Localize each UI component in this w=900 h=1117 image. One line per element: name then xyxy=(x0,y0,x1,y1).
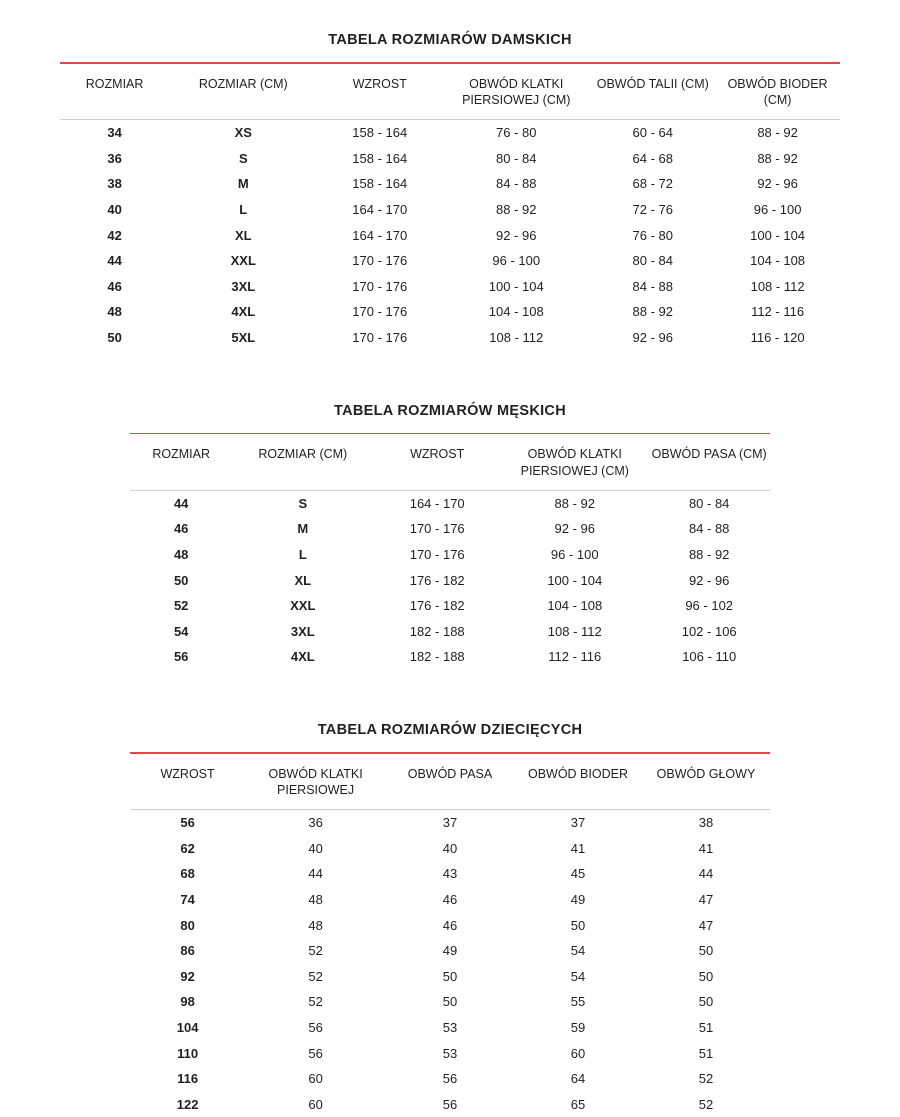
cell-hips: 50 xyxy=(514,913,642,939)
cell-hips: 59 xyxy=(514,1015,642,1041)
cell-height: 116 xyxy=(130,1066,245,1092)
table-row xyxy=(60,197,840,223)
cell-height: 182 - 188 xyxy=(373,644,501,670)
cell-chest: 52 xyxy=(245,964,386,990)
table-row xyxy=(130,542,770,568)
cell-height: 170 - 176 xyxy=(373,516,501,542)
cell-chest: 56 xyxy=(245,1041,386,1067)
cell-height: 170 - 176 xyxy=(373,542,501,568)
cell-size-cm: 5XL xyxy=(169,325,317,351)
cell-chest: 36 xyxy=(245,810,386,836)
cell-chest: 52 xyxy=(245,989,386,1015)
table-row xyxy=(130,913,770,939)
cell-waist: 72 - 76 xyxy=(590,197,715,223)
cell-chest: 100 - 104 xyxy=(501,568,648,594)
cell-hips: 41 xyxy=(514,836,642,862)
cell-waist: 92 - 96 xyxy=(590,325,715,351)
cell-height: 164 - 170 xyxy=(317,223,442,249)
cell-waist: 96 - 102 xyxy=(648,593,770,619)
table-row xyxy=(130,836,770,862)
cell-hips: 60 xyxy=(514,1041,642,1067)
table-row xyxy=(130,810,770,836)
cell-size: 52 xyxy=(130,593,232,619)
cell-hips: 54 xyxy=(514,938,642,964)
women-col-header-height: WZROST xyxy=(317,66,442,120)
cell-chest: 60 xyxy=(245,1066,386,1092)
cell-waist: 76 - 80 xyxy=(590,223,715,249)
cell-height: 158 - 164 xyxy=(317,171,442,197)
cell-waist: 80 - 84 xyxy=(590,248,715,274)
cell-chest: 88 - 92 xyxy=(442,197,590,223)
men-table-header-row xyxy=(130,436,770,490)
table-row xyxy=(130,887,770,913)
table-row xyxy=(60,274,840,300)
table-row xyxy=(130,491,770,517)
cell-hips: 92 - 96 xyxy=(715,171,840,197)
cell-hips: 112 - 116 xyxy=(715,299,840,325)
men-col-header-height: WZROST xyxy=(373,436,501,490)
kids-col-header-chest: OBWÓD KLATKI PIERSIOWEJ xyxy=(245,756,386,810)
table-row xyxy=(130,1066,770,1092)
cell-waist: 43 xyxy=(386,861,514,887)
women-table-header-row xyxy=(60,66,840,120)
cell-size-cm: XXL xyxy=(232,593,373,619)
kids-table-accent-rule xyxy=(130,752,770,754)
cell-hips: 45 xyxy=(514,861,642,887)
men-table-accent-rule xyxy=(130,433,770,435)
kids-size-table-block xyxy=(130,670,770,1117)
table-row xyxy=(130,1015,770,1041)
table-row xyxy=(60,223,840,249)
cell-height: 164 - 170 xyxy=(373,491,501,517)
cell-height: 170 - 176 xyxy=(317,299,442,325)
cell-head: 52 xyxy=(642,1092,770,1117)
women-size-table xyxy=(60,66,840,351)
cell-height: 158 - 164 xyxy=(317,146,442,172)
cell-hips: 88 - 92 xyxy=(715,120,840,146)
cell-height: 170 - 176 xyxy=(317,325,442,351)
cell-height: 68 xyxy=(130,861,245,887)
table-row xyxy=(130,619,770,645)
table-row xyxy=(130,568,770,594)
men-size-table xyxy=(130,436,770,670)
cell-waist: 50 xyxy=(386,964,514,990)
kids-col-header-waist: OBWÓD PASA xyxy=(386,756,514,810)
cell-chest: 92 - 96 xyxy=(501,516,648,542)
cell-size: 48 xyxy=(60,299,169,325)
cell-size-cm: XL xyxy=(232,568,373,594)
cell-chest: 108 - 112 xyxy=(442,325,590,351)
cell-waist: 88 - 92 xyxy=(648,542,770,568)
cell-head: 47 xyxy=(642,913,770,939)
cell-size: 36 xyxy=(60,146,169,172)
cell-height: 92 xyxy=(130,964,245,990)
cell-waist: 56 xyxy=(386,1066,514,1092)
cell-head: 50 xyxy=(642,989,770,1015)
cell-size-cm: XS xyxy=(169,120,317,146)
cell-hips: 55 xyxy=(514,989,642,1015)
men-col-header-size-cm: ROZMIAR (CM) xyxy=(232,436,373,490)
cell-size: 38 xyxy=(60,171,169,197)
cell-hips: 88 - 92 xyxy=(715,146,840,172)
cell-height: 86 xyxy=(130,938,245,964)
table-row xyxy=(130,1092,770,1117)
cell-size: 44 xyxy=(130,491,232,517)
kids-col-header-height: WZROST xyxy=(130,756,245,810)
cell-waist: 106 - 110 xyxy=(648,644,770,670)
cell-size: 40 xyxy=(60,197,169,223)
cell-chest: 108 - 112 xyxy=(501,619,648,645)
cell-chest: 60 xyxy=(245,1092,386,1117)
women-col-header-chest: OBWÓD KLATKI PIERSIOWEJ (CM) xyxy=(442,66,590,120)
cell-size-cm: 3XL xyxy=(169,274,317,300)
cell-head: 38 xyxy=(642,810,770,836)
cell-height: 164 - 170 xyxy=(317,197,442,223)
cell-height: 80 xyxy=(130,913,245,939)
cell-waist: 53 xyxy=(386,1015,514,1041)
women-col-header-size: ROZMIAR xyxy=(60,66,169,120)
cell-head: 41 xyxy=(642,836,770,862)
cell-waist: 46 xyxy=(386,887,514,913)
cell-hips: 116 - 120 xyxy=(715,325,840,351)
cell-hips: 54 xyxy=(514,964,642,990)
table-row xyxy=(130,1041,770,1067)
cell-chest: 88 - 92 xyxy=(501,491,648,517)
cell-chest: 52 xyxy=(245,938,386,964)
cell-height: 104 xyxy=(130,1015,245,1041)
cell-waist: 68 - 72 xyxy=(590,171,715,197)
cell-hips: 64 xyxy=(514,1066,642,1092)
table-row xyxy=(60,325,840,351)
cell-waist: 60 - 64 xyxy=(590,120,715,146)
women-table-body xyxy=(60,120,840,350)
cell-size: 48 xyxy=(130,542,232,568)
kids-col-header-head: OBWÓD GŁOWY xyxy=(642,756,770,810)
cell-hips: 108 - 112 xyxy=(715,274,840,300)
women-col-header-hips: OBWÓD BIODER (CM) xyxy=(715,66,840,120)
cell-waist: 84 - 88 xyxy=(590,274,715,300)
women-col-header-waist: OBWÓD TALII (CM) xyxy=(590,66,715,120)
cell-chest: 104 - 108 xyxy=(442,299,590,325)
cell-height: 62 xyxy=(130,836,245,862)
cell-chest: 84 - 88 xyxy=(442,171,590,197)
cell-size: 56 xyxy=(130,644,232,670)
men-size-table-block xyxy=(130,351,770,670)
cell-head: 44 xyxy=(642,861,770,887)
women-table-title: TABELA ROZMIARÓW DAMSKICH xyxy=(60,32,840,48)
cell-height: 182 - 188 xyxy=(373,619,501,645)
cell-size-cm: S xyxy=(169,146,317,172)
cell-waist: 53 xyxy=(386,1041,514,1067)
men-table-body xyxy=(130,491,770,670)
table-row xyxy=(60,120,840,146)
cell-head: 50 xyxy=(642,964,770,990)
cell-chest: 44 xyxy=(245,861,386,887)
cell-waist: 102 - 106 xyxy=(648,619,770,645)
cell-waist: 64 - 68 xyxy=(590,146,715,172)
cell-size-cm: XXL xyxy=(169,248,317,274)
cell-size: 50 xyxy=(130,568,232,594)
cell-hips: 49 xyxy=(514,887,642,913)
cell-size: 42 xyxy=(60,223,169,249)
cell-height: 176 - 182 xyxy=(373,568,501,594)
men-col-header-chest: OBWÓD KLATKI PIERSIOWEJ (CM) xyxy=(501,436,648,490)
cell-size-cm: XL xyxy=(169,223,317,249)
cell-hips: 65 xyxy=(514,1092,642,1117)
men-col-header-size: ROZMIAR xyxy=(130,436,232,490)
cell-size: 34 xyxy=(60,120,169,146)
cell-hips: 96 - 100 xyxy=(715,197,840,223)
cell-size-cm: M xyxy=(169,171,317,197)
cell-size-cm: 3XL xyxy=(232,619,373,645)
cell-waist: 50 xyxy=(386,989,514,1015)
men-col-header-waist: OBWÓD PASA (CM) xyxy=(648,436,770,490)
cell-size-cm: S xyxy=(232,491,373,517)
cell-size: 50 xyxy=(60,325,169,351)
cell-height: 170 - 176 xyxy=(317,274,442,300)
table-row xyxy=(60,248,840,274)
cell-height: 122 xyxy=(130,1092,245,1117)
cell-height: 176 - 182 xyxy=(373,593,501,619)
cell-head: 50 xyxy=(642,938,770,964)
cell-chest: 112 - 116 xyxy=(501,644,648,670)
cell-height: 158 - 164 xyxy=(317,120,442,146)
women-size-table-block xyxy=(60,0,840,351)
cell-size: 44 xyxy=(60,248,169,274)
cell-head: 51 xyxy=(642,1041,770,1067)
cell-size-cm: L xyxy=(232,542,373,568)
cell-chest: 104 - 108 xyxy=(501,593,648,619)
cell-chest: 92 - 96 xyxy=(442,223,590,249)
cell-height: 170 - 176 xyxy=(317,248,442,274)
cell-head: 51 xyxy=(642,1015,770,1041)
table-row xyxy=(130,516,770,542)
women-table-accent-rule xyxy=(60,62,840,64)
kids-col-header-hips: OBWÓD BIODER xyxy=(514,756,642,810)
cell-waist: 84 - 88 xyxy=(648,516,770,542)
table-row xyxy=(60,299,840,325)
table-row xyxy=(130,938,770,964)
cell-size-cm: L xyxy=(169,197,317,223)
cell-hips: 37 xyxy=(514,810,642,836)
cell-waist: 46 xyxy=(386,913,514,939)
cell-size: 54 xyxy=(130,619,232,645)
cell-waist: 40 xyxy=(386,836,514,862)
cell-height: 98 xyxy=(130,989,245,1015)
cell-chest: 56 xyxy=(245,1015,386,1041)
cell-chest: 100 - 104 xyxy=(442,274,590,300)
cell-size-cm: M xyxy=(232,516,373,542)
cell-chest: 48 xyxy=(245,887,386,913)
table-row xyxy=(130,644,770,670)
cell-size-cm: 4XL xyxy=(232,644,373,670)
cell-height: 74 xyxy=(130,887,245,913)
cell-head: 52 xyxy=(642,1066,770,1092)
cell-chest: 76 - 80 xyxy=(442,120,590,146)
cell-chest: 96 - 100 xyxy=(501,542,648,568)
kids-table-body xyxy=(130,810,770,1117)
cell-chest: 80 - 84 xyxy=(442,146,590,172)
cell-waist: 49 xyxy=(386,938,514,964)
table-row xyxy=(130,861,770,887)
cell-waist: 37 xyxy=(386,810,514,836)
cell-height: 56 xyxy=(130,810,245,836)
cell-waist: 80 - 84 xyxy=(648,491,770,517)
cell-waist: 92 - 96 xyxy=(648,568,770,594)
cell-chest: 96 - 100 xyxy=(442,248,590,274)
cell-waist: 56 xyxy=(386,1092,514,1117)
kids-table-header-row xyxy=(130,756,770,810)
table-row xyxy=(130,989,770,1015)
cell-hips: 104 - 108 xyxy=(715,248,840,274)
women-col-header-size-cm: ROZMIAR (CM) xyxy=(169,66,317,120)
cell-chest: 40 xyxy=(245,836,386,862)
cell-height: 110 xyxy=(130,1041,245,1067)
kids-table-title: TABELA ROZMIARÓW DZIECIĘCYCH xyxy=(130,722,770,738)
men-table-title: TABELA ROZMIARÓW MĘSKICH xyxy=(130,403,770,419)
cell-hips: 100 - 104 xyxy=(715,223,840,249)
cell-waist: 88 - 92 xyxy=(590,299,715,325)
table-row xyxy=(60,146,840,172)
cell-size-cm: 4XL xyxy=(169,299,317,325)
table-row xyxy=(130,964,770,990)
cell-size: 46 xyxy=(60,274,169,300)
kids-size-table xyxy=(130,756,770,1117)
cell-size: 46 xyxy=(130,516,232,542)
table-row xyxy=(130,593,770,619)
table-row xyxy=(60,171,840,197)
cell-chest: 48 xyxy=(245,913,386,939)
cell-head: 47 xyxy=(642,887,770,913)
